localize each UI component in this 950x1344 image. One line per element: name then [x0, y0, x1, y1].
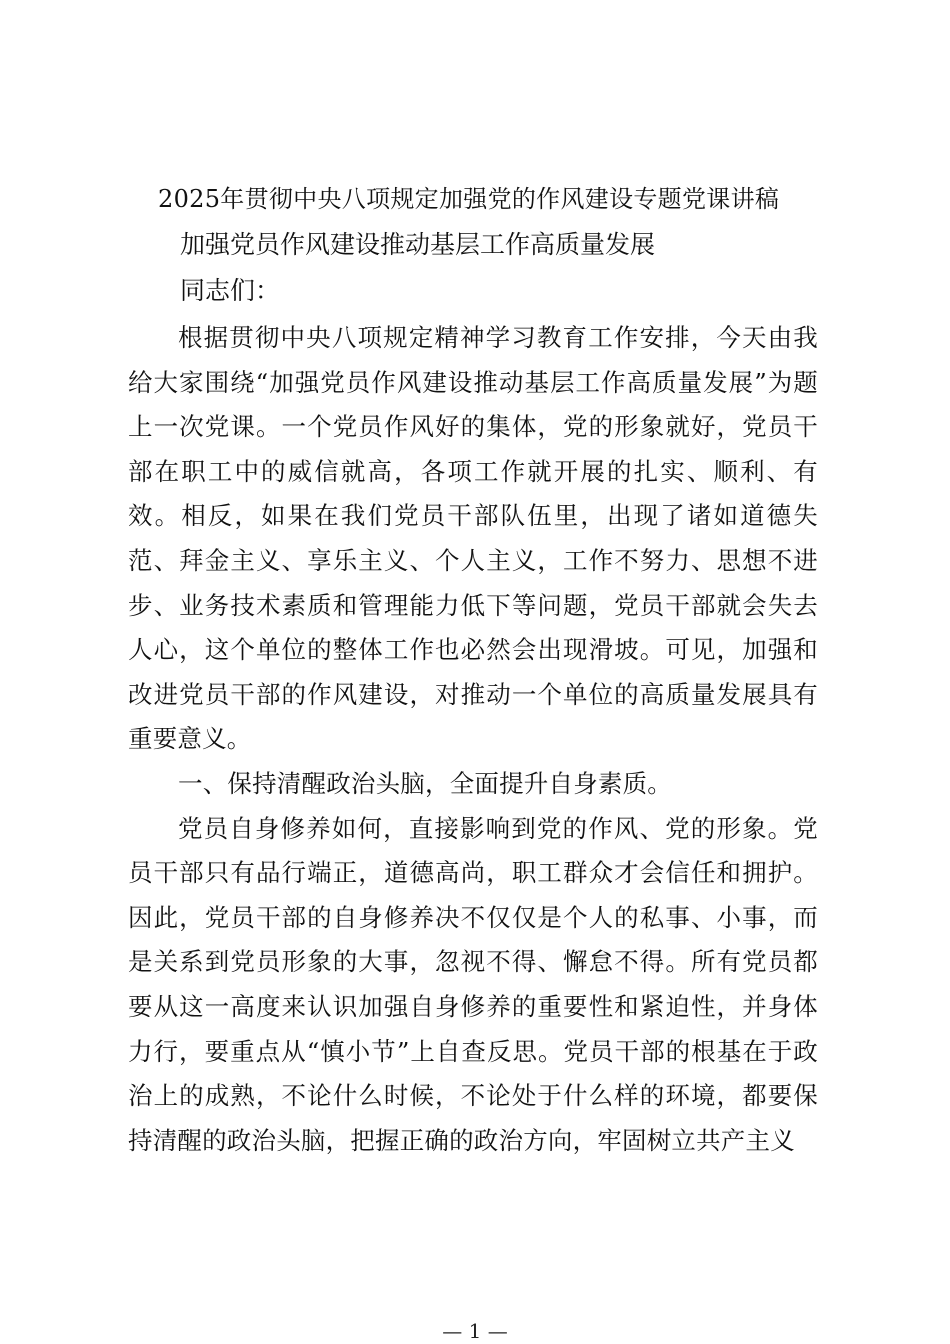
- document-title: 2025年贯彻中央八项规定加强党的作风建设专题党课讲稿: [158, 185, 780, 213]
- paragraph-intro: 根据贯彻中央八项规定精神学习教育工作安排，今天由我给大家围绕“加强党员作风建设推动基层工作高质量发展”为题上一次党课。一个党员作风好的集体，党的形象就好，党员干部在职工中的威信就高，各项工作就开展的扎实、顺利、有效。相反，如果在我们党员干部队伍里，出现了诸如道德失范、拜金主义、享乐主义、个人主义，工作不努力、思想不进步、业务技术素质和管理能力低下等问题，党员干部就会失去人心，这个单位的整体工作也必然会出现滑坡。可见，加强和改进党员干部的作风建设，对推动一个单位的高质量发展具有重要意义。: [128, 323, 818, 754]
- salutation: 同志们：: [180, 276, 281, 305]
- page-number: — 1 —: [442, 1319, 508, 1343]
- document-body: [128, 316, 818, 1163]
- paragraph-section-1: 党员自身修养如何，直接影响到党的作风、党的形象。党员干部只有品行端正，道德高尚，职工群众才会信任和拥护。因此，党员干部的自身修养决不仅仅是个人的私事、小事，而是关系到党员形象的大事，忽视不得、懈怠不得。所有党员都要从这一高度来认识加强自身修养的重要性和紧迫性，并身体力行，要重点从“慎小节”上自查反思。党员干部的根基在于政治上的成熟，不论什么时候，不论处于什么样的环境，都要保持清醒的政治头脑，把握正确的政治方向，牢固树立共产主义: [128, 813, 818, 1155]
- section-heading-1: 一、保持清醒政治头脑，全面提升自身素质。: [178, 768, 672, 798]
- document-subtitle: 加强党员作风建设推动基层工作高质量发展: [180, 230, 656, 259]
